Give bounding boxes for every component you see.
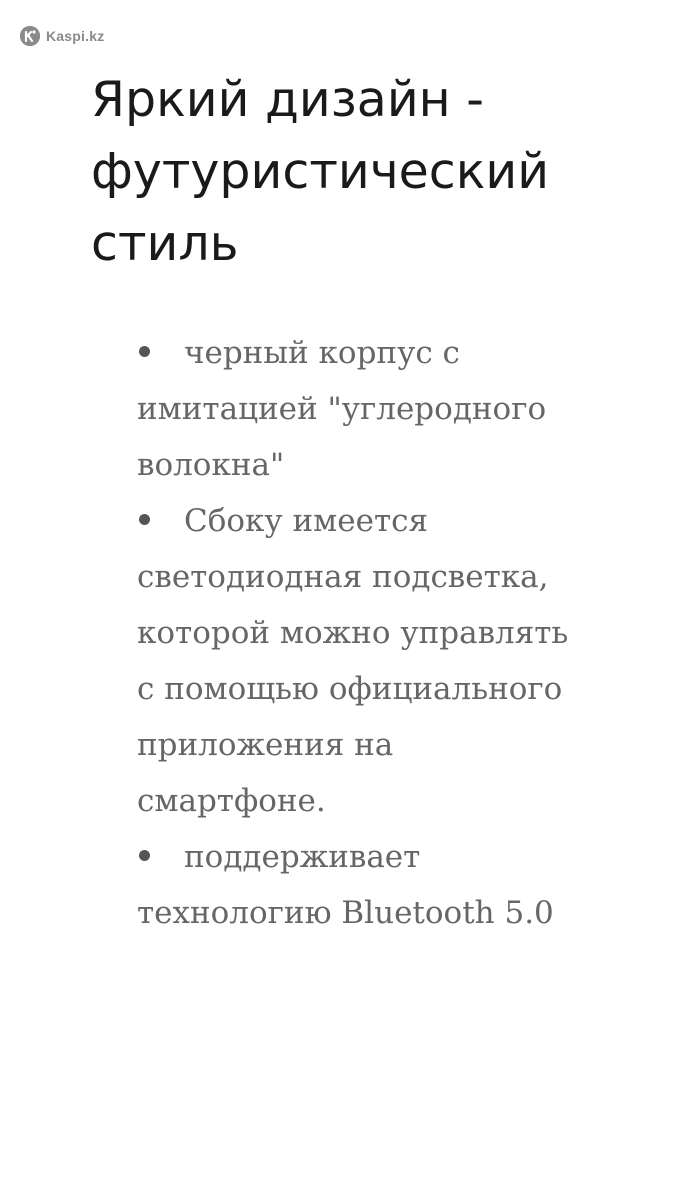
kaspi-logo-icon <box>20 26 40 46</box>
watermark-text: Kaspi.kz <box>46 28 105 44</box>
list-item <box>137 325 577 493</box>
list-item <box>137 829 577 941</box>
bullet-icon <box>137 829 184 885</box>
feature-list <box>137 325 577 941</box>
kaspi-watermark <box>20 26 104 46</box>
page-title: Яркий дизайн - футуристический стиль <box>91 71 550 272</box>
list-item <box>137 493 577 829</box>
feature-text: поддерживает технологию Bluetooth 5.0 <box>137 839 554 931</box>
bullet-icon <box>137 325 184 381</box>
feature-text: черный корпус с имитацией "углеродного волокна" <box>137 335 547 483</box>
feature-text: Сбоку имеется светодиодная подсветка, которой можно управлять с помощью официального приложения на смартфоне. <box>137 503 569 819</box>
bullet-icon <box>137 493 184 549</box>
